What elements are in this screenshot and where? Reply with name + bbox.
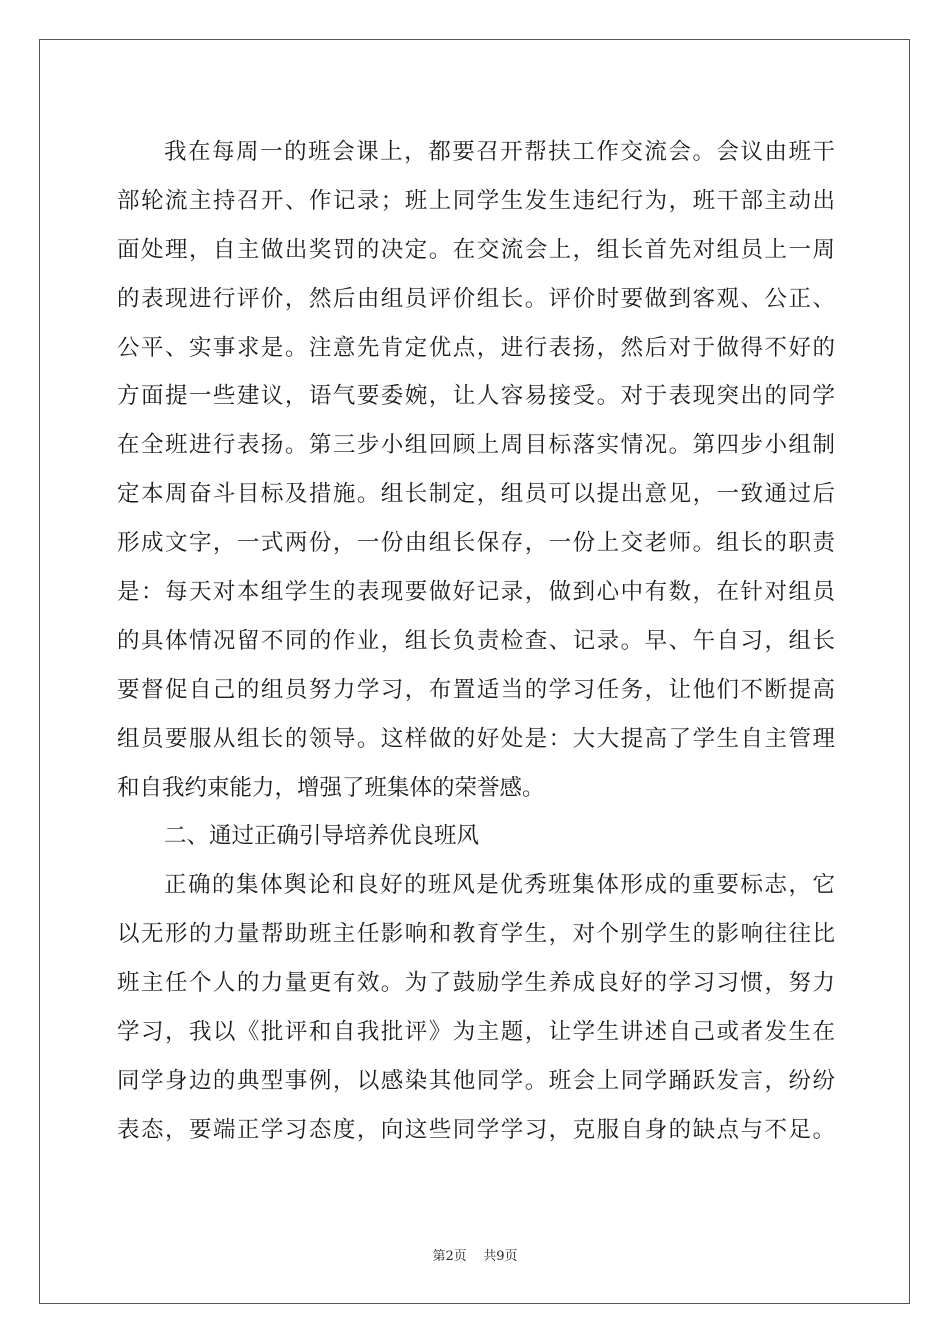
paragraph-line: 形成文字，一式两份，一份由组长保存，一份上交老师。组长的职责 — [117, 530, 835, 557]
paragraph-line: 班主任个人的力量更有效。为了鼓励学生养成良好的学习习惯，努力 — [117, 970, 835, 997]
paragraph-line: 正确的集体舆论和良好的班风是优秀班集体形成的重要标志，它 — [164, 872, 835, 899]
page-total: 共9页 — [483, 1249, 518, 1264]
paragraph-line: 表态，要端正学习态度，向这些同学学习，克服自身的缺点与不足。 — [117, 1116, 835, 1143]
paragraph-line: 组员要服从组长的领导。这样做的好处是：大大提高了学生自主管理 — [117, 725, 835, 752]
paragraph-line: 要督促自己的组员努力学习，布置适当的学习任务，让他们不断提高 — [117, 676, 835, 703]
page-number: 第2页 — [432, 1249, 467, 1264]
paragraph-line: 学习，我以《批评和自我批评》为主题，让学生讲述自己或者发生在 — [117, 1019, 835, 1046]
paragraph-line: 同学身边的典型事例，以感染其他同学。班会上同学踊跃发言，纷纷 — [117, 1067, 835, 1094]
document-body — [117, 128, 835, 1155]
paragraph-line: 定本周奋斗目标及措施。组长制定，组员可以提出意见，一致通过后 — [117, 481, 835, 508]
paragraph-line: 的具体情况留不同的作业，组长负责检查、记录。早、午自习，组长 — [117, 627, 835, 654]
paragraph-line: 是：每天对本组学生的表现要做好记录，做到心中有数，在针对组员 — [117, 579, 835, 606]
paragraph-line: 部轮流主持召开、作记录；班上同学生发生违纪行为，班干部主动出 — [117, 187, 835, 214]
paragraph-line: 在全班进行表扬。第三步小组回顾上周目标落实情况。第四步小组制 — [117, 432, 835, 459]
paragraph-line: 我在每周一的班会课上，都要召开帮扶工作交流会。会议由班干 — [164, 139, 835, 165]
paragraph-line: 面处理，自主做出奖罚的决定。在交流会上，组长首先对组员上一周 — [117, 236, 835, 263]
paragraph-line: 和自我约束能力，增强了班集体的荣誉感。 — [117, 774, 545, 801]
section-heading: 二、通过正确引导培养优良班风 — [164, 823, 480, 850]
paragraph-line: 的表现进行评价，然后由组员评价组长。评价时要做到客观、公正、 — [117, 285, 835, 312]
page-footer — [0, 1245, 950, 1264]
paragraph-line: 方面提一些建议，语气要委婉，让人容易接受。对于表现突出的同学 — [117, 383, 835, 410]
paragraph-line: 以无形的力量帮助班主任影响和教育学生，对个别学生的影响往往比 — [117, 921, 835, 948]
paragraph-line: 公平、实事求是。注意先肯定优点，进行表扬，然后对于做得不好的 — [117, 334, 835, 361]
